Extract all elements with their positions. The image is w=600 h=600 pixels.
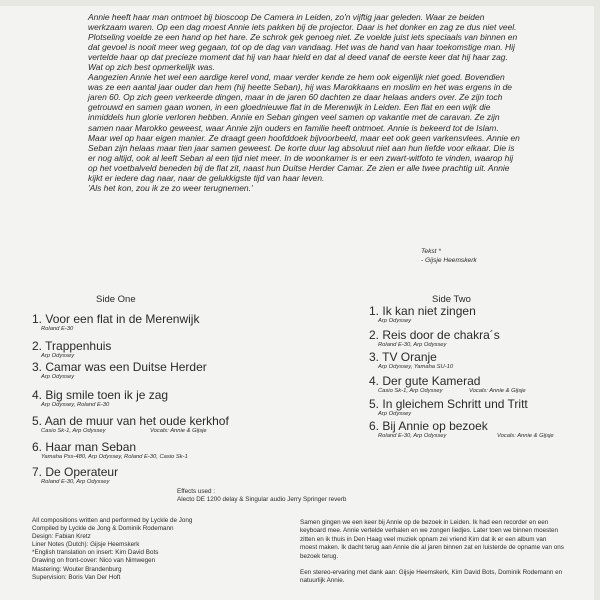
track-instruments: Roland E-30, Arp Odyssey (378, 433, 447, 439)
side-two-tracklist (369, 304, 554, 444)
track-item (32, 361, 229, 389)
track-instruments: Arp Odyssey (41, 353, 75, 359)
colophon-line: *English translation on insert: Kim David Bots (32, 549, 159, 557)
track-item (32, 415, 229, 441)
colophon-line: All compositions written and performed by Lyckle de Jong (32, 517, 193, 524)
track-title: 3. TV Oranje (369, 350, 437, 364)
text-credit (421, 247, 477, 265)
track-instruments: Arp Odyssey (378, 411, 412, 417)
track-title: 5. In gleichem Schritt und Tritt (369, 397, 528, 411)
credit-author: - Gijsje Heemskerk (421, 257, 477, 264)
track-title: 1. Ik kan niet zingen (369, 304, 476, 318)
colophon (32, 517, 192, 582)
track-item (32, 389, 229, 415)
track-instruments: Yamaha Pss-480, Arp Odyssey, Roland E-30, Casio Sk-1 (41, 454, 188, 460)
track-title: 4. Der gute Kamerad (369, 374, 481, 388)
story-quote: 'Als het kon, zou ik ze zo weer terugnemen.' (88, 182, 253, 193)
track-item (32, 313, 229, 340)
track-title: 2. Reis door de chakra´s (369, 328, 500, 342)
track-instruments: Arp Odyssey (41, 374, 75, 380)
story-paragraph-2: Aangezien Annie het wel een aardige kerel vond, maar verder kende ze hem ook eigenlijk niet goed. Bovendien was ze een aantal jaar ouder dan hem (hij heette Seban), hij was Marokkaans en moslim en het was ergens in de jaren 60. Op zich geen verkeerde dingen, maar in de jaren 60 dachten ze daar helaas anders over. Ze zijn toch getrouwd en samen gaan wonen, in een gloednieuwe flat in de Merenwijk in Leiden. Een flat en een wijk die inmiddels hun glorie verloren hebben. Annie en Seban gingen veel samen op vakantie met de caravan. Ze zijn samen naar Marokko geweest, waar Annie zijn ouders en familie heeft ontmoet. Annie is bekeerd tot de Islam. Maar wel op haar eigen manier. Ze draagt geen hoofddoek bijvoorbeeld, maar eet ook geen varkensvlees. Annie en Seban zijn helaas maar tien jaar samen geweest. De korte duur lag absoluut niet aan hun liefde voor elkaar. Die is er nog altijd, ook al leeft Seban al een tijd niet meer. In de woonkamer is er een zwart-witfoto te vinden, waarop hij op het voetbalveld beneden bij de flat zit, naast hun Duitse Herder Camar. Ze zien er alle twee prachtig uit. Annie kijkt er iedere dag naar, naar de gelukkigste tijd van haar leven. (88, 72, 520, 183)
track-title: 6. Bij Annie op bezoek (369, 419, 488, 433)
side-one-tracklist (32, 313, 229, 490)
effects-text: Alecto DE 1200 delay & Singular audio Jerry Springer reverb (177, 496, 347, 503)
track-title: 7. De Operateur (32, 465, 119, 479)
colophon-line: Design: Fabian Kretz (32, 533, 91, 541)
track-item (32, 466, 229, 490)
colophon-line: Drawing on front-cover: Nico van Nimwegen (32, 557, 156, 565)
track-title: 4. Big smile toen ik je zag (32, 388, 169, 402)
track-vocals: Vocals: Annie & Gijsje (469, 388, 526, 394)
effects-label: Effects used : (177, 488, 216, 495)
colophon-line: Liner Notes (Dutch): Gijsje Heemskerk (32, 541, 140, 549)
track-instruments: Roland E-30, Arp Odyssey (41, 479, 110, 485)
track-vocals: Vocals: Annie & Gijsje (150, 428, 207, 434)
track-item (369, 305, 528, 329)
track-instruments: Roland E-30 (41, 326, 74, 332)
colophon-line: Compiled by Lyckle de Jong & Dominik Rodemann (32, 525, 174, 533)
page-edge-right (594, 0, 600, 600)
liner-story (88, 12, 520, 193)
track-instruments: Arp Odyssey, Roland E-30 (41, 402, 110, 408)
colophon-line: Supervision: Boris Van Der Hoft (32, 573, 121, 581)
track-item (369, 329, 528, 351)
side-two-title: Side Two (432, 294, 471, 305)
track-item (369, 375, 528, 398)
track-item (32, 340, 229, 361)
track-instruments: Arp Odyssey (378, 318, 412, 324)
track-title: 1. Voor een flat in de Merenwijk (32, 312, 200, 326)
page-edge-top (0, 0, 600, 6)
track-title: 3. Camar was een Duitse Herder (32, 360, 207, 374)
side-one-title: Side One (96, 294, 136, 305)
track-item (32, 441, 229, 466)
track-title: 5. Aan de muur van het oude kerkhof (32, 414, 229, 428)
track-title: 2. Trappenhuis (32, 339, 112, 353)
colophon-line: Mastering: Wouter Brandenburg (32, 565, 122, 573)
track-instruments: Casio Sk-1, Arp Odyssey (41, 428, 106, 434)
credit-label: Tekst * (421, 248, 441, 255)
liner-right-thanks: Een stereo-ervaring met dank aan: Gijsje Heemskerk, Kim David Bots, Dominik Rodemann en natuurlijk Annie. (300, 569, 563, 585)
effects-used (177, 488, 346, 504)
track-item (369, 398, 528, 420)
story-paragraph-1: Annie heeft haar man ontmoet bij bioscoop De Camera in Leiden, zo'n vijftig jaar geleden. Waar ze beiden werkzaam waren. Op een dag moest Annie iets pakken bij de projector. Daar is het donker en zag ze dus niet veel. Plotseling voelde ze een hand op het hare. Ze schrok gek genoeg niet. Ze voelde juist iets speciaals van binnen en dat gevoel is nooit meer weg gegaan, tot op de dag van vandaag. Het was de hand van haar toekomstige man. Hij vertelde haar op dat precieze moment dat hij van haar hield en dat al deed vanaf de eerste keer dat hij haar zag. Wat op zich best opmerkelijk was. (88, 12, 518, 73)
track-vocals: Vocals: Annie & Gijsje (497, 433, 554, 439)
track-instruments: Arp Odyssey, Yamaha SU-10 (378, 364, 454, 370)
track-title: 6. Haar man Seban (32, 440, 137, 454)
liner-right-paragraph: Samen gingen we een keer bij Annie op de bezoek in Leiden. Ik had een recorder en een keyboard mee. Annie vertelde verhalen en we zongen liedjes. Later toen we binnen moesten zitten en ik thuis in Den Haag veel muziek opnam zei vriend Kim dat ik er een album van moest maken. Ik dacht terug aan Annie die al jaren binnen zat en luisterde de opname van ons bezoek terug. (300, 519, 564, 560)
track-instruments: Roland E-30, Arp Odyssey (378, 342, 447, 348)
track-item (369, 351, 528, 375)
liner-notes-right (300, 519, 565, 586)
track-item (369, 419, 554, 444)
track-instruments: Casio Sk-1, Arp Odyssey (378, 388, 443, 394)
